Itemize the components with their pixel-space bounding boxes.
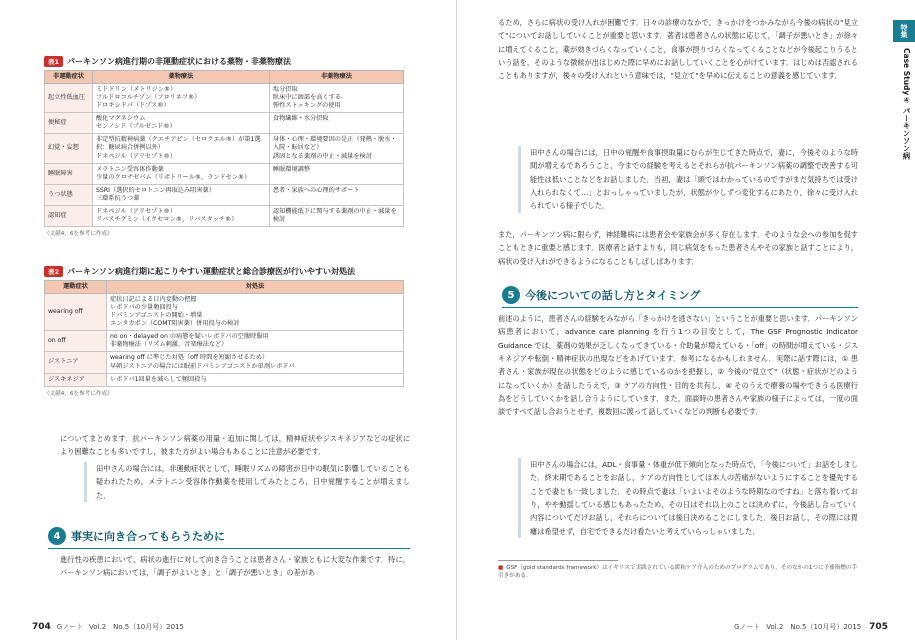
table1-cell-nondrug: 塩分摂取 臥床中に頭部を高くする 弾性ストッキングの使用 <box>269 84 403 113</box>
table1-cell-nondrug: 認知機能低下に関与する薬剤の中止・減量を検討 <box>269 205 403 226</box>
table1-header: 非薬物療法 <box>269 71 403 84</box>
table1 <box>44 56 404 237</box>
table2 <box>44 266 404 397</box>
left-paragraph-2: 進行性の疾患において，病状の進行に対して向き合うことは患者さん・家族ともに大変な作業です．特に，パーキンソン病においては，「調子がよいとき」と「調子が悪いとき」の差があ <box>60 555 410 578</box>
left-paragraph-1: についてまとめます．抗パーキンソン病薬の用量・追加に関しては，精神症状やジスキネジアなどの症状により困難なことも多いですし，彼また方がよい場合もあることに注意が必要です． <box>60 434 410 457</box>
table1-cell-nondrug: 睡眠環境調整 <box>269 163 403 184</box>
table2-note: （文献4，6を参考に作成） <box>44 390 113 397</box>
table1-row <box>45 84 404 113</box>
table2-badge: 表2 <box>44 266 63 277</box>
table2-cell-cat: ジスキネジア <box>45 373 107 386</box>
table1-cell-cat: 起立性低血圧 <box>45 84 93 113</box>
page-number: 704 <box>32 622 51 632</box>
table1-cell-drug: SSRI（選択的セロトニン再取込み阻害薬） 三環系抗うつ薬 <box>93 184 270 205</box>
chapter-sidebar <box>893 0 915 640</box>
table1-title-row <box>44 56 404 67</box>
table1-row <box>45 163 404 184</box>
section-4-heading <box>48 527 225 545</box>
table2-cell-action: no on・delayed on の病態を疑いレボドパの空腹時服用 非薬物療法（リズム刺激，音楽療法など） <box>107 331 404 352</box>
table1-row <box>45 184 404 205</box>
table2-cell-cat: on off <box>45 331 107 352</box>
table1-cell-nondrug: 食物繊維・水分摂取 <box>269 113 403 134</box>
section-rule <box>48 548 410 549</box>
right-paragraph-1: るため，さらに病状の受け入れが困難です．日々の診療のなかで，きっかけをつかみながら今後の病状の"見立て"についてお話ししていくことが重要と思います．著者は患者さんの状態に応じて，「調子が悪いとき」が徐々に増えてくること，薬が効きづらくなっていくこと，食事が摂りづらくなってくることなどが今後起こりうるという話を，そのような徴候が出はじめた際に早めにお話ししていくことを心がけています．はじめは否認されることもありますが，後々の受け入れという意味では，"見立て"を早めに伝えることの意義を感じています． <box>498 18 858 81</box>
footnote-rule <box>498 560 618 561</box>
section-title: 事実に向き合ってもらうために <box>71 530 225 543</box>
table1-cell-drug: ミドドリン（メトリジン®） フルドロコルチゾン（フロリネフ®） ドロキシドパ（ドプス®） <box>93 84 270 113</box>
table2-cell-cat: wearing off <box>45 294 107 331</box>
section-5-heading <box>502 286 700 304</box>
table2-cell-cat: ジストニア <box>45 352 107 373</box>
table2-cell-action: レボドパ1回量を減らして頻回投与 <box>107 373 404 386</box>
table1-cell-drug: ドネペジル（アリセプト®） リバスチグミン（イクセロン®，リバスタッチ®） <box>93 205 270 226</box>
table1-cell-nondrug: 身体・心理・環境要因の是正（発熱・脱水・入院・転居など） 誘因となる薬剤の中止・減量を検討 <box>269 134 403 163</box>
table1-title: パーキンソン病進行期の非運動症状における薬物・非薬物療法 <box>67 57 291 66</box>
case-study-label: Case Study④ パーキンソン病 <box>902 48 911 160</box>
table2-row <box>45 294 404 331</box>
table1-badge: 表1 <box>44 56 63 67</box>
table1-cell-cat: 認知症 <box>45 205 93 226</box>
table2-cell-action: wearing off に準じた対処（off 時間を短縮させるため） 早朝ジストニアの場合には眠前ドパミンアゴニストか単剤レボドパ <box>107 352 404 373</box>
right-case-quote-2: 田中さんの場合には，ADL・食事量・体重が低下傾向となった時点で，「今後について」お話をしました．終末期であることをお話し，ケアの方向性としては本人の苦痛がないようにすることを優先することで妻とも一致しました．その時点で妻は「いよいよそのような時期なのですね」と落ち着いており，やや動揺している感じもあったため，その日はそれ以上のことは決めずに，今後話し合っていく内容についてだけお話し，それらについては後日決めることにしました．後日お話し，その際には胃瘻は希望せず，自宅でできるだけ看たいと考えていらっしゃいました． <box>518 458 858 538</box>
table1-cell-cat: 幻覚・妄想 <box>45 134 93 163</box>
right-page <box>458 0 915 640</box>
table2-row <box>45 331 404 352</box>
table1-row <box>45 205 404 226</box>
journal-name: Gノート <box>734 623 761 631</box>
table1-grid <box>44 70 404 227</box>
table2-row <box>45 373 404 386</box>
table1-cell-nondrug: 患者・家族への心理的サポート <box>269 184 403 205</box>
table1-note: （文献4，6を参考に作成） <box>44 230 113 237</box>
table2-header: 対処法 <box>107 281 404 294</box>
table2-cell-action: 症状日記による日内変動の把握 レボドパの少量頻回投与 ドパミンアゴニストの開始・増量 エンタカポン（COMT阻害薬）併用投与の検討 <box>107 294 404 331</box>
table2-title-row <box>44 266 404 277</box>
feature-tab: 特集 <box>893 20 915 42</box>
journal-name: Gノート <box>56 623 84 631</box>
journal-volume: Vol.2 No.5（10月号）2015 <box>766 623 862 631</box>
table1-cell-cat: 便秘症 <box>45 113 93 134</box>
footnote-text: GSF（gold standards framework）はイギリスで実践されている緩和ケア介入のためのプログラムであり，そのなかの1つに予後指標の手引きがある． <box>498 565 858 580</box>
footnote <box>498 564 858 581</box>
right-paragraph-2: また，パーキンソン病に限らず，神経難病には患者会や家族会が多く存在します．そのような会への参加を促すこともときに重要と感じます．医療者と話すよりも，同じ病気をもった患者さんやその家族と話すことにより，病状の受け入れができるようになることもしばしばあります． <box>498 230 858 266</box>
table2-grid <box>44 280 404 387</box>
table2-title: パーキンソン病進行期に起こりやすい運動症状と総合診療医が行いやすい対処法 <box>67 267 355 276</box>
table1-cell-drug: 非定型抗精神病薬（クエチアピン（セロクエル®）が第1選択：糖尿病合併例以外） ドネペジル（アリセプト®） <box>93 134 270 163</box>
table1-cell-cat: 睡眠障害 <box>45 163 93 184</box>
section-number-badge: 4 <box>48 527 66 545</box>
page-number: 705 <box>869 622 888 632</box>
table1-cell-cat: うつ状態 <box>45 184 93 205</box>
table2-row <box>45 352 404 373</box>
left-footer <box>32 622 184 632</box>
right-footer <box>728 622 888 632</box>
journal-volume: Vol.2 No.5（10月号）2015 <box>89 623 184 631</box>
right-case-quote-1: 田中さんの場合には，日中の覚醒や食事摂取量にむらが生じてきた時点で，妻に，今後そのような時間が増えるであろうこと，今までの経験を考えるとそれらが抗パーキンソン病薬の調整で改善する可能性は低いことなどをお話しました．当初，妻は「頭ではわかっているのですがまだ気持ちでは受け入れられなくて…」とおっしゃっていましたが，状態が少しずつ変化するにあたり，徐々に受け入れられている様子でした． <box>518 146 858 213</box>
right-paragraph-3: 前述のように，患者さんの経験をみながら「きっかけを逃さない」ということが重要と思います．パーキンソン病患者において，advance care planning を行う1つの目安として，The GSF Prognostic Indicator Guidance では，薬剤の効果が乏しくなってきている・介助量が増えている・「off」の時間が増えている・ジスキネジアや転倒・精神症状の出現などをあげています．参考になるかもしれません．実際に話す際には，① 患者さん・家族が現在の状態をどのように感じているのかを把握し，② 今後の"見立て"（状態・症状がどのようになっていくか）を話したうえで，③ ケアの方向性・目的を共有し，④ そのうえで療養の場やできうる医療行為をどうしていくかを話し合うようにしています．また，面談時の患者さんや家族の様子によっては，一度の面談ですべて話し合おうとせず，複数回に渡って話していくなどの判断も必要です． <box>498 314 858 417</box>
section-rule <box>502 307 858 308</box>
left-page <box>0 0 457 640</box>
table1-cell-drug: 酸化マグネシウム センノシド（プルゼニド®） <box>93 113 270 134</box>
table1-row <box>45 113 404 134</box>
table2-header: 運動症状 <box>45 281 107 294</box>
table1-row <box>45 134 404 163</box>
section-number-badge: 5 <box>502 286 520 304</box>
table1-header: 薬物療法 <box>93 71 270 84</box>
table1-cell-drug: メラトニン受容体作動薬 少量のクロナゼパム（リボトリール®，ランドセン®） <box>93 163 270 184</box>
footnote-marker: ■ <box>498 565 504 571</box>
table1-header: 非運動症状 <box>45 71 93 84</box>
left-case-quote: 田中さんの場合には，非運動症状として，睡眠リズムの障害が日中の眠気に影響していることも疑われたため，メラトニン受容体作動薬を使用してみたところ，日中覚醒することが増えました． <box>84 462 410 502</box>
section-title: 今後についての話し方とタイミング <box>525 289 701 302</box>
